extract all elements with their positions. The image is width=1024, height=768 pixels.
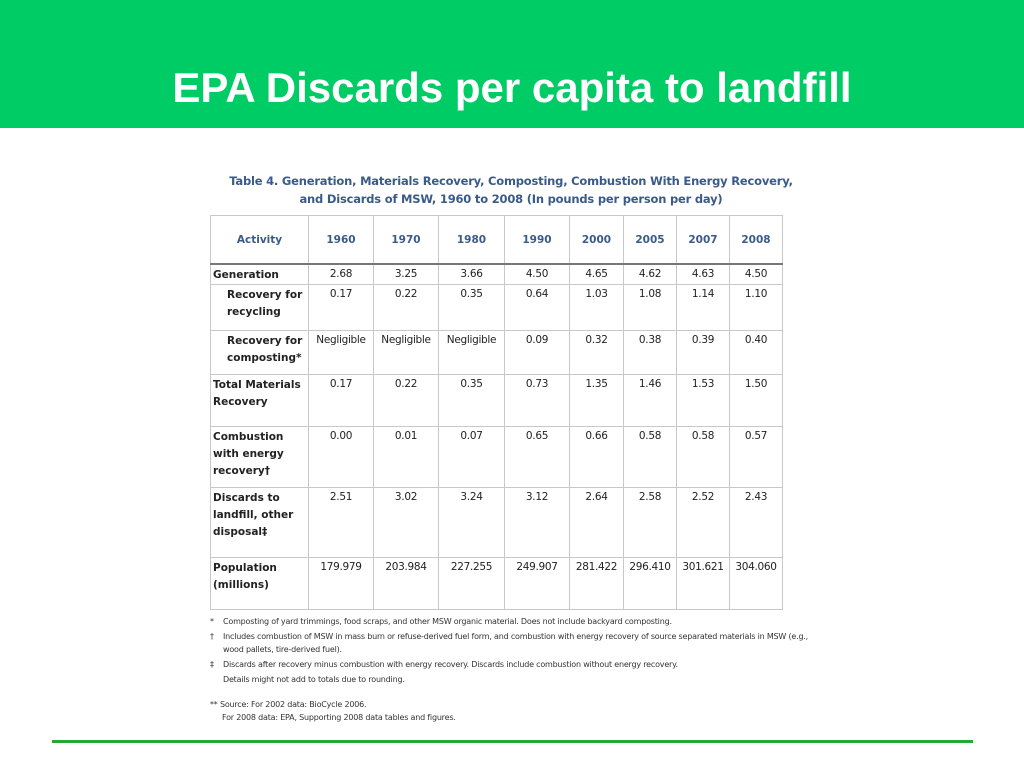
table-cell: 1.14 [677, 285, 730, 331]
table-cell: 1.46 [624, 375, 677, 427]
row-label: Recovery for recycling [211, 285, 309, 331]
footer-divider [52, 740, 973, 743]
table-cell: 179.979 [309, 558, 374, 610]
table-cell: 0.58 [677, 427, 730, 488]
table-cell: 203.984 [374, 558, 439, 610]
table-row [211, 558, 783, 610]
table-cell: 0.32 [570, 331, 624, 375]
row-label: Total Materials Recovery [211, 375, 309, 427]
table-cell: Negligible [439, 331, 505, 375]
table-cell: Negligible [309, 331, 374, 375]
table-footnotes [210, 615, 830, 724]
table-cell: 1.50 [730, 375, 783, 427]
table-cell: 4.65 [570, 264, 624, 285]
table-document-image [182, 162, 840, 740]
table-cell: 2.64 [570, 488, 624, 558]
table-cell: 2.58 [624, 488, 677, 558]
table-cell: 281.422 [570, 558, 624, 610]
table-cell: 1.10 [730, 285, 783, 331]
column-header: 2007 [677, 216, 730, 265]
column-header: 1990 [505, 216, 570, 265]
column-header: 2000 [570, 216, 624, 265]
source-note [210, 698, 830, 724]
column-header: 1970 [374, 216, 439, 265]
column-header: 1960 [309, 216, 374, 265]
table-cell: 4.50 [730, 264, 783, 285]
table-cell: 0.73 [505, 375, 570, 427]
table-row [211, 488, 783, 558]
source-line-1: ** Source: For 2002 data: BioCycle 2006. [210, 700, 367, 709]
table-cell: 0.58 [624, 427, 677, 488]
table-cell: 1.08 [624, 285, 677, 331]
row-label: Generation [211, 264, 309, 285]
table-cell: 2.52 [677, 488, 730, 558]
table-caption-line-1: Table 4. Generation, Materials Recovery, Composting, Combustion With Energy Recovery, [229, 174, 793, 188]
footnote-text: Composting of yard trimmings, food scraps, and other MSW organic material. Does not include backyard composting. [223, 617, 672, 626]
table-cell: 3.12 [505, 488, 570, 558]
table-cell: 227.255 [439, 558, 505, 610]
rounding-note: Details might not add to totals due to rounding. [223, 675, 405, 684]
table-cell: 2.68 [309, 264, 374, 285]
footnote [210, 658, 830, 671]
table-cell: 301.621 [677, 558, 730, 610]
table-cell: Negligible [374, 331, 439, 375]
table-row [211, 331, 783, 375]
table-row [211, 427, 783, 488]
msw-data-table [210, 215, 783, 610]
table-cell: 249.907 [505, 558, 570, 610]
table-cell: 3.24 [439, 488, 505, 558]
footnote [210, 615, 830, 628]
table-header-row [211, 216, 783, 265]
table-cell: 0.35 [439, 375, 505, 427]
footnote [210, 673, 830, 686]
footnote-text: Includes combustion of MSW in mass burn or refuse-derived fuel form, and combustion with energy recovery of source separated materials in MSW (e.g., wood pallets, tire-derived fuel). [223, 632, 809, 654]
column-header: 2008 [730, 216, 783, 265]
table-cell: 304.060 [730, 558, 783, 610]
column-header: 1980 [439, 216, 505, 265]
table-cell: 0.09 [505, 331, 570, 375]
table-cell: 0.57 [730, 427, 783, 488]
table-cell: 0.17 [309, 285, 374, 331]
table-cell: 4.62 [624, 264, 677, 285]
table-cell: 4.63 [677, 264, 730, 285]
footnote-marker: ‡ [210, 660, 214, 669]
table-cell: 0.17 [309, 375, 374, 427]
table-row [211, 264, 783, 285]
table-cell: 0.38 [624, 331, 677, 375]
table-cell: 0.40 [730, 331, 783, 375]
table-caption [182, 172, 840, 208]
footnote-marker: † [210, 632, 214, 641]
row-label: Population (millions) [211, 558, 309, 610]
table-cell: 2.43 [730, 488, 783, 558]
table-cell: 1.03 [570, 285, 624, 331]
row-label: Combustion with energy recovery† [211, 427, 309, 488]
column-header: 2005 [624, 216, 677, 265]
table-cell: 0.35 [439, 285, 505, 331]
table-cell: 3.66 [439, 264, 505, 285]
table-cell: 0.64 [505, 285, 570, 331]
column-header: Activity [211, 216, 309, 265]
footnote [210, 630, 830, 656]
row-label: Recovery for composting* [211, 331, 309, 375]
table-row [211, 285, 783, 331]
table-cell: 0.00 [309, 427, 374, 488]
source-line-2: For 2008 data: EPA, Supporting 2008 data tables and figures. [222, 713, 456, 722]
table-cell: 3.02 [374, 488, 439, 558]
table-cell: 0.22 [374, 285, 439, 331]
table-cell: 0.65 [505, 427, 570, 488]
table-cell: 0.01 [374, 427, 439, 488]
table-cell: 1.53 [677, 375, 730, 427]
table-cell: 3.25 [374, 264, 439, 285]
table-caption-line-2: and Discards of MSW, 1960 to 2008 (In pounds per person per day) [299, 192, 723, 206]
table-cell: 0.22 [374, 375, 439, 427]
footnote-text: Discards after recovery minus combustion with energy recovery. Discards include combustion without energy recovery. [223, 660, 678, 669]
table-cell: 0.07 [439, 427, 505, 488]
table-row [211, 375, 783, 427]
table-cell: 0.39 [677, 331, 730, 375]
row-label: Discards to landfill, other disposal‡ [211, 488, 309, 558]
footnote-marker: * [210, 617, 214, 626]
table-cell: 4.50 [505, 264, 570, 285]
table-cell: 0.66 [570, 427, 624, 488]
table-cell: 2.51 [309, 488, 374, 558]
table-cell: 1.35 [570, 375, 624, 427]
table-cell: 296.410 [624, 558, 677, 610]
slide-title: EPA Discards per capita to landfill [172, 64, 852, 111]
